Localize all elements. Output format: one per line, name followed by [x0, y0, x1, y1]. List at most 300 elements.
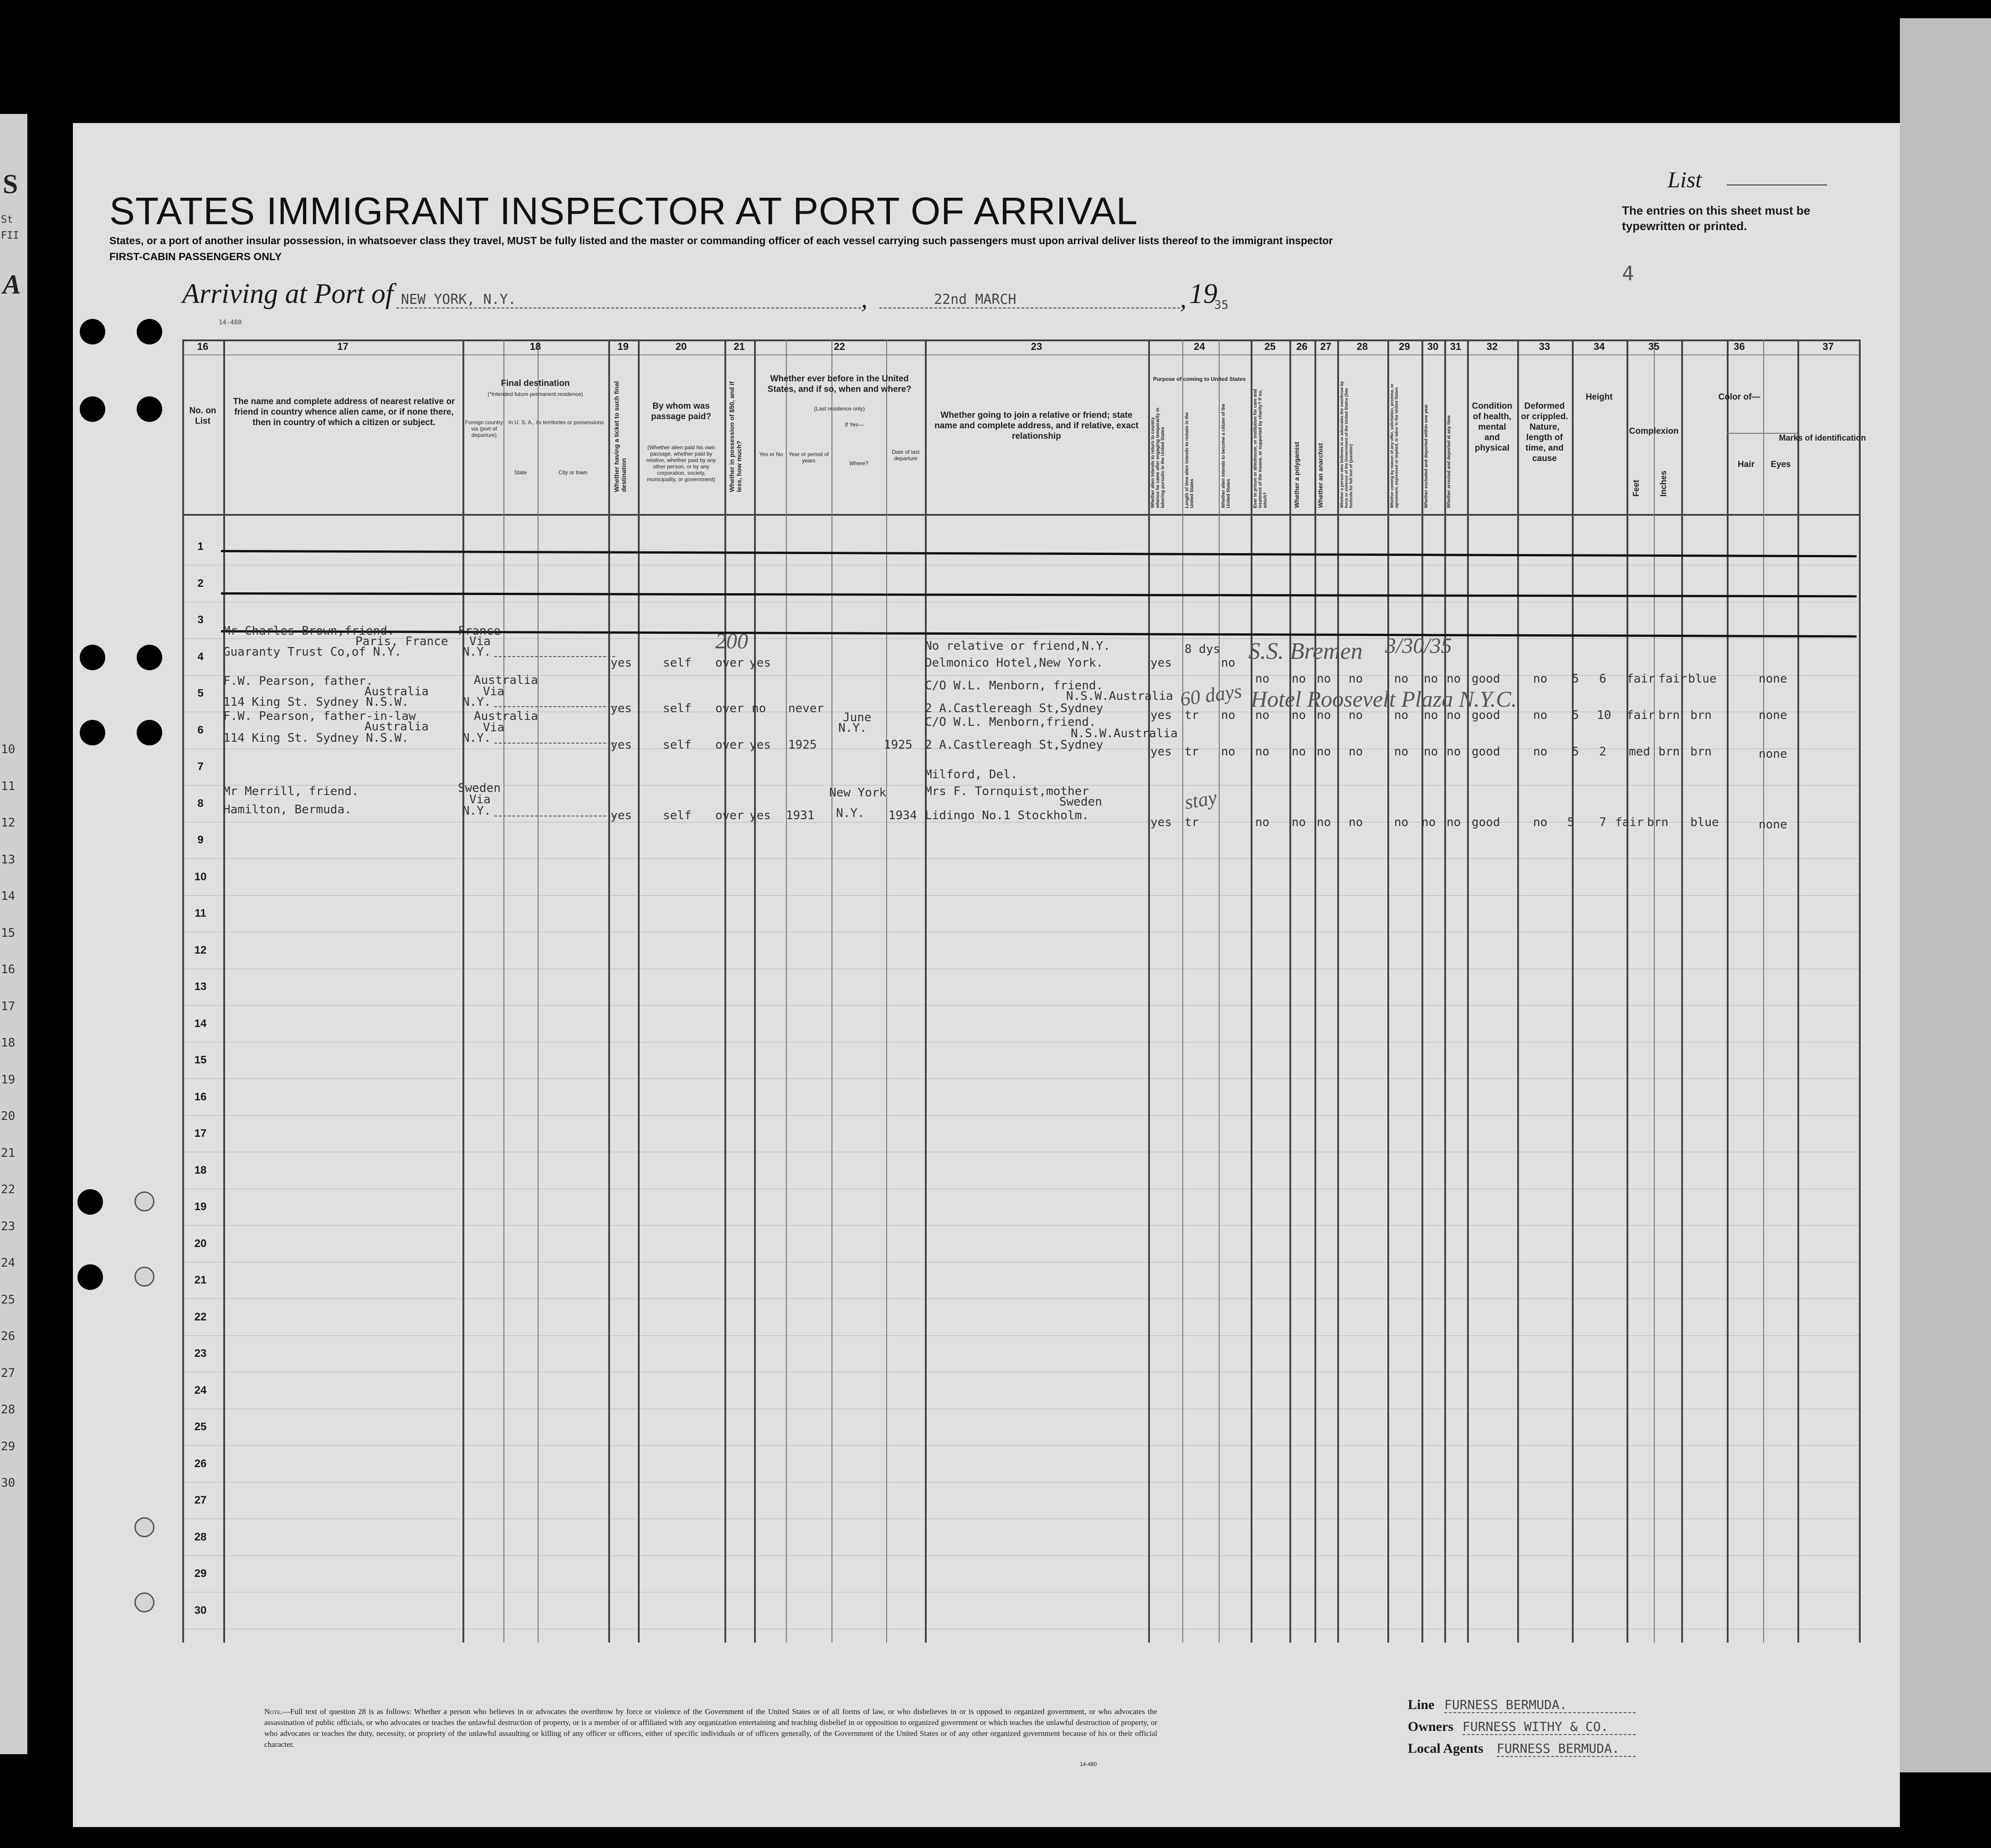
foreign-country: Australia: [474, 673, 538, 687]
row-rule: [182, 1078, 1859, 1079]
column-header: Color of—: [1718, 392, 1760, 402]
relative-name: Mr Merrill, friend.: [223, 785, 359, 798]
punch-hole-ring: [134, 1267, 154, 1287]
ticket-value: yes: [611, 738, 632, 752]
punch-hole: [77, 1189, 103, 1215]
fragment-line-number: 15: [1, 926, 15, 940]
line-number: 25: [194, 1421, 207, 1433]
line-number: 12: [194, 944, 207, 956]
column-subheader: Where?: [849, 460, 869, 467]
adjacent-page-fragment: [1900, 18, 1991, 1772]
column-subheader: Eyes: [1770, 460, 1791, 469]
punch-hole: [137, 720, 162, 745]
column-header: Condition of health, mental and physical: [1472, 401, 1513, 453]
column-header: Whether in possession of $50, and if less, how much?: [728, 381, 743, 492]
date-field: 22nd MARCH: [879, 292, 1180, 308]
relative-address: Guaranty Trust Co,of N.Y.: [223, 645, 402, 659]
column-note: (*Intended future permanent residence): [487, 391, 583, 397]
row-rule: [182, 675, 1859, 676]
column-subheader: Date of last departure: [892, 449, 920, 462]
local-agents-label: Local Agents: [1408, 1741, 1483, 1756]
eyes-value: blue: [1690, 816, 1719, 829]
manifest-sheet: [73, 123, 1900, 1827]
departure-value: 1934: [888, 809, 917, 822]
column-header: The name and complete address of nearest relative or friend in country whence alien came, or if none there, then in country of which a citizen or subject.: [233, 397, 455, 427]
relative-country: Australia: [364, 685, 429, 698]
column-header: Whether going to join a relative or friend; state name and complete address, and if relative, exact relationship: [934, 411, 1139, 441]
fragment-line-number: 25: [1, 1293, 15, 1307]
line-number: 23: [194, 1347, 207, 1360]
via-text: Via: [483, 685, 504, 698]
overthrow-value: no: [1349, 816, 1363, 829]
footnote: [264, 1706, 1157, 1750]
column-number: 26: [1296, 341, 1308, 352]
inches-value: 2: [1599, 745, 1606, 759]
list-label: List: [1668, 167, 1702, 192]
citizen-value: no: [1221, 708, 1236, 722]
year-value: 1931: [786, 809, 815, 822]
local-agents-value: FURNESS BERMUDA.: [1497, 1741, 1636, 1757]
column-number: 20: [675, 341, 687, 352]
where-city: New York: [829, 786, 887, 800]
column-number: 28: [1356, 341, 1368, 352]
grid-rule: [1654, 339, 1655, 1643]
polygamist-value: no: [1292, 745, 1306, 759]
foreign-country: Sweden: [458, 781, 501, 795]
owners-value: FURNESS WITHY & CO.: [1462, 1719, 1636, 1735]
line-number: 4: [197, 651, 204, 663]
fragment-line-number: 19: [1, 1073, 15, 1087]
column-number: 29: [1399, 341, 1410, 352]
line-number: 17: [194, 1127, 207, 1140]
length-value: tr: [1185, 745, 1199, 759]
where-value: N.Y.: [836, 806, 865, 820]
anarchist-value: no: [1317, 816, 1331, 829]
line-number: 15: [194, 1054, 207, 1066]
column-subheader: Whether alien intends to become a citizen of the United States: [1221, 404, 1231, 508]
column-number: 35: [1648, 341, 1660, 352]
excluded-value: no: [1421, 816, 1436, 829]
grid-rule: [925, 339, 927, 1643]
money-value: over: [715, 702, 744, 715]
column-subheader: Length of time alien intends to remain in the United States: [1185, 412, 1195, 508]
grid-rule: [886, 339, 887, 1643]
complexion-value: fair: [1627, 672, 1655, 686]
punch-hole-ring: [134, 1592, 154, 1612]
column-header: Final destination: [501, 379, 570, 388]
punch-hole: [80, 396, 105, 422]
complexion-value: fair: [1627, 708, 1655, 722]
health-value: good: [1472, 745, 1500, 759]
passage-paid-value: self: [663, 702, 692, 715]
grid-rule: [1219, 339, 1220, 1643]
column-number: 33: [1539, 341, 1550, 352]
handwritten-stay: stay: [1183, 786, 1219, 814]
grid-rule: [638, 339, 640, 1643]
fragment-line-number: 12: [1, 816, 15, 830]
anarchist-value: no: [1317, 745, 1331, 759]
purpose-value: yes: [1150, 816, 1172, 829]
fragment-line-number: 11: [1, 779, 15, 793]
fragment-line-number: 23: [1, 1219, 15, 1233]
punch-hole: [77, 1264, 103, 1290]
line-label: Line: [1408, 1697, 1435, 1712]
owners-label: Owners: [1408, 1719, 1453, 1734]
fragment-text: FII: [1, 230, 19, 241]
marks-value: none: [1759, 708, 1787, 722]
fragment-line-number: 27: [1, 1366, 15, 1380]
column-header: Height: [1586, 392, 1613, 402]
purpose-value: yes: [1150, 708, 1172, 722]
column-header: Whether a polygamist: [1293, 441, 1300, 508]
row-rule: [182, 1555, 1859, 1556]
instruction-text: States, or a port of another insular possession, in whatsoever class they travel, MUST be fully listed and the master or commanding officer of each vessel carrying such passengers must upon arrival deliver lists thereof to the immigrant inspector: [109, 235, 1333, 246]
where-value: N.Y.: [838, 721, 867, 735]
column-header: Whether an anarchist: [1317, 443, 1324, 508]
line-number: 10: [194, 871, 207, 883]
dash-fill: [494, 706, 615, 707]
column-subheader: City or town: [558, 469, 588, 476]
complexion-value: med: [1629, 745, 1650, 759]
citizen-value: no: [1221, 656, 1236, 670]
fragment-line-number: 18: [1, 1036, 15, 1050]
line-number: 2: [197, 577, 204, 590]
separator: ,: [1180, 285, 1186, 313]
feet-value: 5: [1572, 672, 1579, 686]
line-number: 13: [194, 980, 207, 993]
column-header: Whether arrested and deported at any time: [1447, 415, 1452, 508]
health-value: good: [1472, 708, 1500, 722]
joining-address: 2 A.Castlereagh St,Sydney: [925, 738, 1103, 752]
via-text: Via: [483, 721, 504, 734]
column-subheader: Yes or No: [759, 451, 783, 457]
hair-value: brn: [1647, 816, 1668, 829]
deported-value: no: [1447, 816, 1461, 829]
line-number: 14: [194, 1017, 207, 1030]
fragment-line-number: 13: [1, 852, 15, 867]
grid-rule: [1763, 339, 1764, 1643]
column-number: 25: [1264, 341, 1276, 352]
before-in-us-value: yes: [749, 738, 771, 752]
money-value: over: [715, 656, 744, 670]
anarchist-value: no: [1317, 708, 1331, 722]
grid-rule: [538, 339, 539, 1643]
row-rule: [182, 858, 1859, 859]
fragment-line-number: 20: [1, 1109, 15, 1123]
fragment-line-number: 17: [1, 999, 15, 1013]
grid-rule: [1467, 339, 1469, 1643]
grid-rule: [1148, 339, 1150, 1643]
column-header: Deformed or crippled. Nature, length of time, and cause: [1521, 401, 1568, 463]
overthrow-value: no: [1349, 708, 1363, 722]
grid-rule: [223, 339, 225, 1643]
fragment-letter: A: [3, 269, 21, 299]
joining-address: Delmonico Hotel,New York.: [925, 656, 1103, 670]
line-value: FURNESS BERMUDA.: [1444, 1697, 1636, 1713]
column-subheader: Inches: [1659, 470, 1668, 497]
fragment-line-number: 24: [1, 1256, 15, 1270]
offer-value: no: [1394, 745, 1409, 759]
column-header: Whether ever before in the United States, and if so, when and where?: [767, 374, 912, 394]
column-number: 31: [1450, 341, 1462, 352]
relative-address: 114 King St. Sydney N.S.W.: [223, 731, 409, 745]
column-header: Whether having a ticket to such final destination: [613, 381, 627, 492]
length-value: 8 dys: [1185, 642, 1221, 656]
excluded-value: no: [1424, 745, 1438, 759]
deformed-value: no: [1533, 745, 1548, 759]
offer-value: no: [1394, 816, 1409, 829]
line-number: 8: [197, 797, 204, 810]
line-number: 21: [194, 1274, 207, 1286]
adjacent-page-fragment: [0, 114, 27, 1754]
grid-rule: [1387, 339, 1389, 1643]
before-in-us-value: no: [752, 702, 766, 715]
arriving-label: Arriving at Port of: [182, 278, 394, 309]
column-number: 19: [617, 341, 629, 352]
relative-name: Mr Charles Brown,friend.: [223, 624, 395, 638]
via-text: Via: [469, 635, 491, 648]
relative-country: Australia: [364, 720, 429, 734]
port-of-departure: N.Y.: [462, 804, 491, 818]
column-header: Marks of identification: [1779, 433, 1866, 442]
fragment-letter: S: [3, 169, 18, 199]
eyes-value: brn: [1690, 745, 1712, 759]
year-prefix: 19: [1189, 278, 1217, 309]
column-header: Ever in prison or almshouse, or institution for care and treatment of the insane, or supported by charity? If so, which?: [1253, 389, 1268, 508]
line-number: 30: [194, 1604, 207, 1617]
relative-name: F.W. Pearson, father-in-law: [223, 709, 416, 723]
row-rule: [182, 1335, 1859, 1336]
column-subheader: Whether alien intends to return to country whence he came after engaging temporarily in laboring pursuits in the United States: [1150, 407, 1165, 508]
health-value: good: [1472, 816, 1500, 829]
health-value: good: [1472, 672, 1500, 686]
grid-rule: [1572, 339, 1574, 1643]
column-note: (Whether alien paid his own passage, whether paid by relative, whether paid by any other person, or by any corporation, society, municipality, or government): [646, 444, 716, 483]
year-value: never: [788, 702, 824, 715]
punch-hole: [137, 319, 162, 344]
marks-value: none: [1759, 747, 1787, 761]
column-header: No. on List: [189, 406, 216, 426]
deported-value: no: [1447, 745, 1461, 759]
fragment-line-number: 14: [1, 889, 15, 903]
joining-country: N.S.W.Australia: [1071, 727, 1178, 740]
relative-name: F.W. Pearson, father.: [223, 674, 373, 688]
foreign-country: Australia: [474, 709, 538, 723]
column-number: 22: [834, 341, 845, 352]
grid-rule: [608, 339, 610, 1643]
grid-rule: [1627, 339, 1628, 1643]
column-number: 24: [1194, 341, 1205, 352]
column-header: Purpose of coming to United States: [1153, 376, 1246, 382]
grid-rule: [786, 339, 787, 1643]
column-number: 17: [337, 341, 349, 352]
grid-rule: [462, 339, 464, 1643]
dash-fill: [494, 656, 615, 657]
departure-value: 1925: [884, 738, 913, 752]
passage-paid-value: self: [663, 656, 692, 670]
excluded-value: no: [1424, 708, 1438, 722]
column-header: Whether a person who believes in or advocates the overthrow by force or violence of the Government of the United States (See footnote for full text of Question): [1339, 381, 1353, 508]
column-note: (Last residence only): [814, 406, 865, 412]
eyes-value: blue: [1688, 672, 1717, 686]
fragment-line-number: 21: [1, 1146, 15, 1160]
port-of-departure: N.Y.: [462, 731, 491, 745]
grid-rule: [724, 339, 726, 1643]
handwritten-hotel: Hotel Roosevelt Plaza N.Y.C.: [1251, 686, 1517, 712]
column-subheader: Foreign country via (port of departure): [465, 419, 503, 438]
grid-rule: [1421, 339, 1423, 1643]
eyes-value: brn: [1690, 708, 1712, 722]
via-text: Via: [469, 793, 491, 806]
grid-rule: [1517, 339, 1519, 1643]
line-number: 18: [194, 1164, 207, 1176]
joining-address: 2 A.Castlereagh St,Sydney: [925, 702, 1103, 715]
grid-rule: [503, 339, 504, 1643]
ticket-value: yes: [611, 809, 632, 822]
grid-rule: [1727, 339, 1729, 1643]
handwritten-date: 3/30/35: [1385, 634, 1452, 658]
row-rule: [182, 1262, 1859, 1263]
punch-hole: [80, 319, 105, 344]
line-number: 28: [194, 1531, 207, 1543]
prison-value: no: [1255, 708, 1270, 722]
column-subheader: If Yes—: [845, 421, 864, 428]
year-value: 1925: [788, 738, 817, 752]
joining-address: Lidingo No.1 Stockholm.: [925, 809, 1089, 822]
grid-rule: [1182, 339, 1183, 1643]
hair-value: fair: [1658, 672, 1687, 686]
fragment-line-number: 10: [1, 743, 15, 756]
joining-text: No relative or friend,N.Y.: [925, 639, 1110, 653]
grid-rule: [182, 514, 1859, 516]
joining-text: C/O W.L. Menborn, friend.: [925, 679, 1103, 693]
deformed-value: no: [1533, 672, 1548, 686]
deported-value: no: [1447, 672, 1461, 686]
punch-hole: [80, 720, 105, 745]
column-number: 30: [1427, 341, 1439, 352]
purpose-value: yes: [1150, 656, 1172, 670]
prison-value: no: [1255, 672, 1270, 686]
row-rule: [182, 1115, 1859, 1116]
dash-fill: [494, 743, 615, 744]
ticket-value: yes: [611, 656, 632, 670]
before-in-us-value: yes: [749, 656, 771, 670]
ticket-value: yes: [611, 702, 632, 715]
polygamist-value: no: [1292, 708, 1306, 722]
line-number: 11: [195, 907, 206, 919]
port-field: NEW YORK, N.Y.: [396, 292, 861, 308]
punch-hole-ring: [134, 1517, 154, 1537]
line-number: 1: [197, 540, 204, 553]
form-code: 14-480: [219, 319, 242, 326]
punch-hole: [80, 645, 105, 670]
feet-value: 5: [1572, 745, 1579, 759]
deformed-value: no: [1533, 816, 1548, 829]
year-suffix: 35: [1214, 298, 1229, 312]
money-value: over: [715, 809, 744, 822]
complexion-value: fair: [1615, 816, 1644, 829]
marks-value: none: [1759, 818, 1787, 832]
marks-value: none: [1759, 672, 1787, 686]
money-value: over: [715, 738, 744, 752]
joining-country: N.S.W.Australia: [1066, 689, 1173, 703]
column-header: Whether coming by reason of any offer, solicitation, promise, or agreement, expressed or implied, to labor in the United States: [1390, 383, 1399, 508]
joining-country: Sweden: [1059, 795, 1102, 809]
grid-rule: [831, 339, 832, 1643]
joining-text: Mrs F. Tornquist,mother: [925, 785, 1089, 798]
fragment-line-number: 26: [1, 1330, 15, 1343]
handwritten-money: 200: [715, 629, 748, 653]
column-header: Complexion: [1629, 426, 1679, 436]
prison-value: no: [1255, 816, 1270, 829]
fragment-line-number: 16: [1, 963, 15, 976]
line-number: 26: [194, 1458, 207, 1470]
inches-value: 6: [1599, 672, 1606, 686]
grid-rule: [1681, 339, 1683, 1643]
column-number: 27: [1320, 341, 1332, 352]
line-number: 7: [197, 760, 204, 773]
grid-rule: [1314, 339, 1316, 1643]
line-number: 5: [197, 687, 204, 699]
polygamist-value: no: [1292, 816, 1306, 829]
line-number: 16: [194, 1091, 207, 1103]
column-subheader: State: [514, 469, 527, 476]
grid-rule: [1797, 339, 1799, 1643]
handwritten-stay: 60 days: [1179, 679, 1243, 711]
row-rule: [182, 895, 1859, 896]
grid-rule: [754, 339, 756, 1643]
column-subheader: Hair: [1738, 460, 1755, 469]
fragment-text: St: [1, 214, 13, 226]
handwritten-ship: S.S. Bremen: [1248, 638, 1363, 664]
excluded-value: no: [1424, 672, 1438, 686]
line-number: 27: [194, 1494, 207, 1506]
fragment-line-number: 22: [1, 1183, 15, 1196]
inches-value: 10: [1597, 708, 1611, 722]
footnote-text: —Full text of question 28 is as follows: Whether a person who believes in or advocates the overthrow by force or violence of the Government of the United States or of all forms of law, or who disbelieves in or is opposed to organized government, or who advocates the assassination of public officials, or who advocates or teaches the unlawful destruction of property, or is a member of or affiliated with any organization entertaining and teaching disbelief in or opposition to organized government or which teaches the unlawful destruction of property, or who advocates or teaches the duty, necessity, or propriety of the unlawful assaulting or killing of any officer or officers, either of specific individuals or of officers generally, of the Government of the United States or of any other organized government because of his or their official character.: [264, 1707, 1157, 1749]
column-header: By whom was passage paid?: [651, 401, 711, 421]
column-number: 34: [1593, 341, 1605, 352]
line-number: 3: [197, 614, 204, 626]
deported-value: no: [1447, 708, 1461, 722]
fragment-line-number: 30: [1, 1476, 15, 1490]
length-value: tr: [1185, 816, 1199, 829]
relative-address: Hamilton, Bermuda.: [223, 803, 352, 816]
row-rule: [182, 1482, 1859, 1483]
deformed-value: no: [1533, 708, 1548, 722]
column-number: 21: [734, 341, 745, 352]
column-number: 16: [197, 341, 209, 352]
row-rule: [182, 1225, 1859, 1226]
grid-rule: [182, 354, 1859, 355]
before-in-us-value: yes: [749, 809, 771, 822]
line-number: 22: [194, 1311, 207, 1323]
passage-paid-value: self: [663, 809, 692, 822]
column-number: 18: [529, 341, 541, 352]
punch-hole-ring: [134, 1191, 154, 1211]
punch-hole: [137, 645, 162, 670]
column-number: 23: [1031, 341, 1042, 352]
line-number: 29: [194, 1567, 207, 1580]
grid-rule: [1859, 339, 1861, 1643]
footnote-label: Note.: [264, 1707, 282, 1716]
anarchist-value: no: [1317, 672, 1331, 686]
inches-value: 7: [1599, 816, 1606, 829]
relative-country: Paris, France: [355, 635, 448, 648]
joining-text: C/O W.L. Menborn,friend.: [925, 715, 1096, 729]
port-of-departure: N.Y.: [462, 695, 491, 709]
column-subheader: Feet: [1632, 479, 1641, 497]
